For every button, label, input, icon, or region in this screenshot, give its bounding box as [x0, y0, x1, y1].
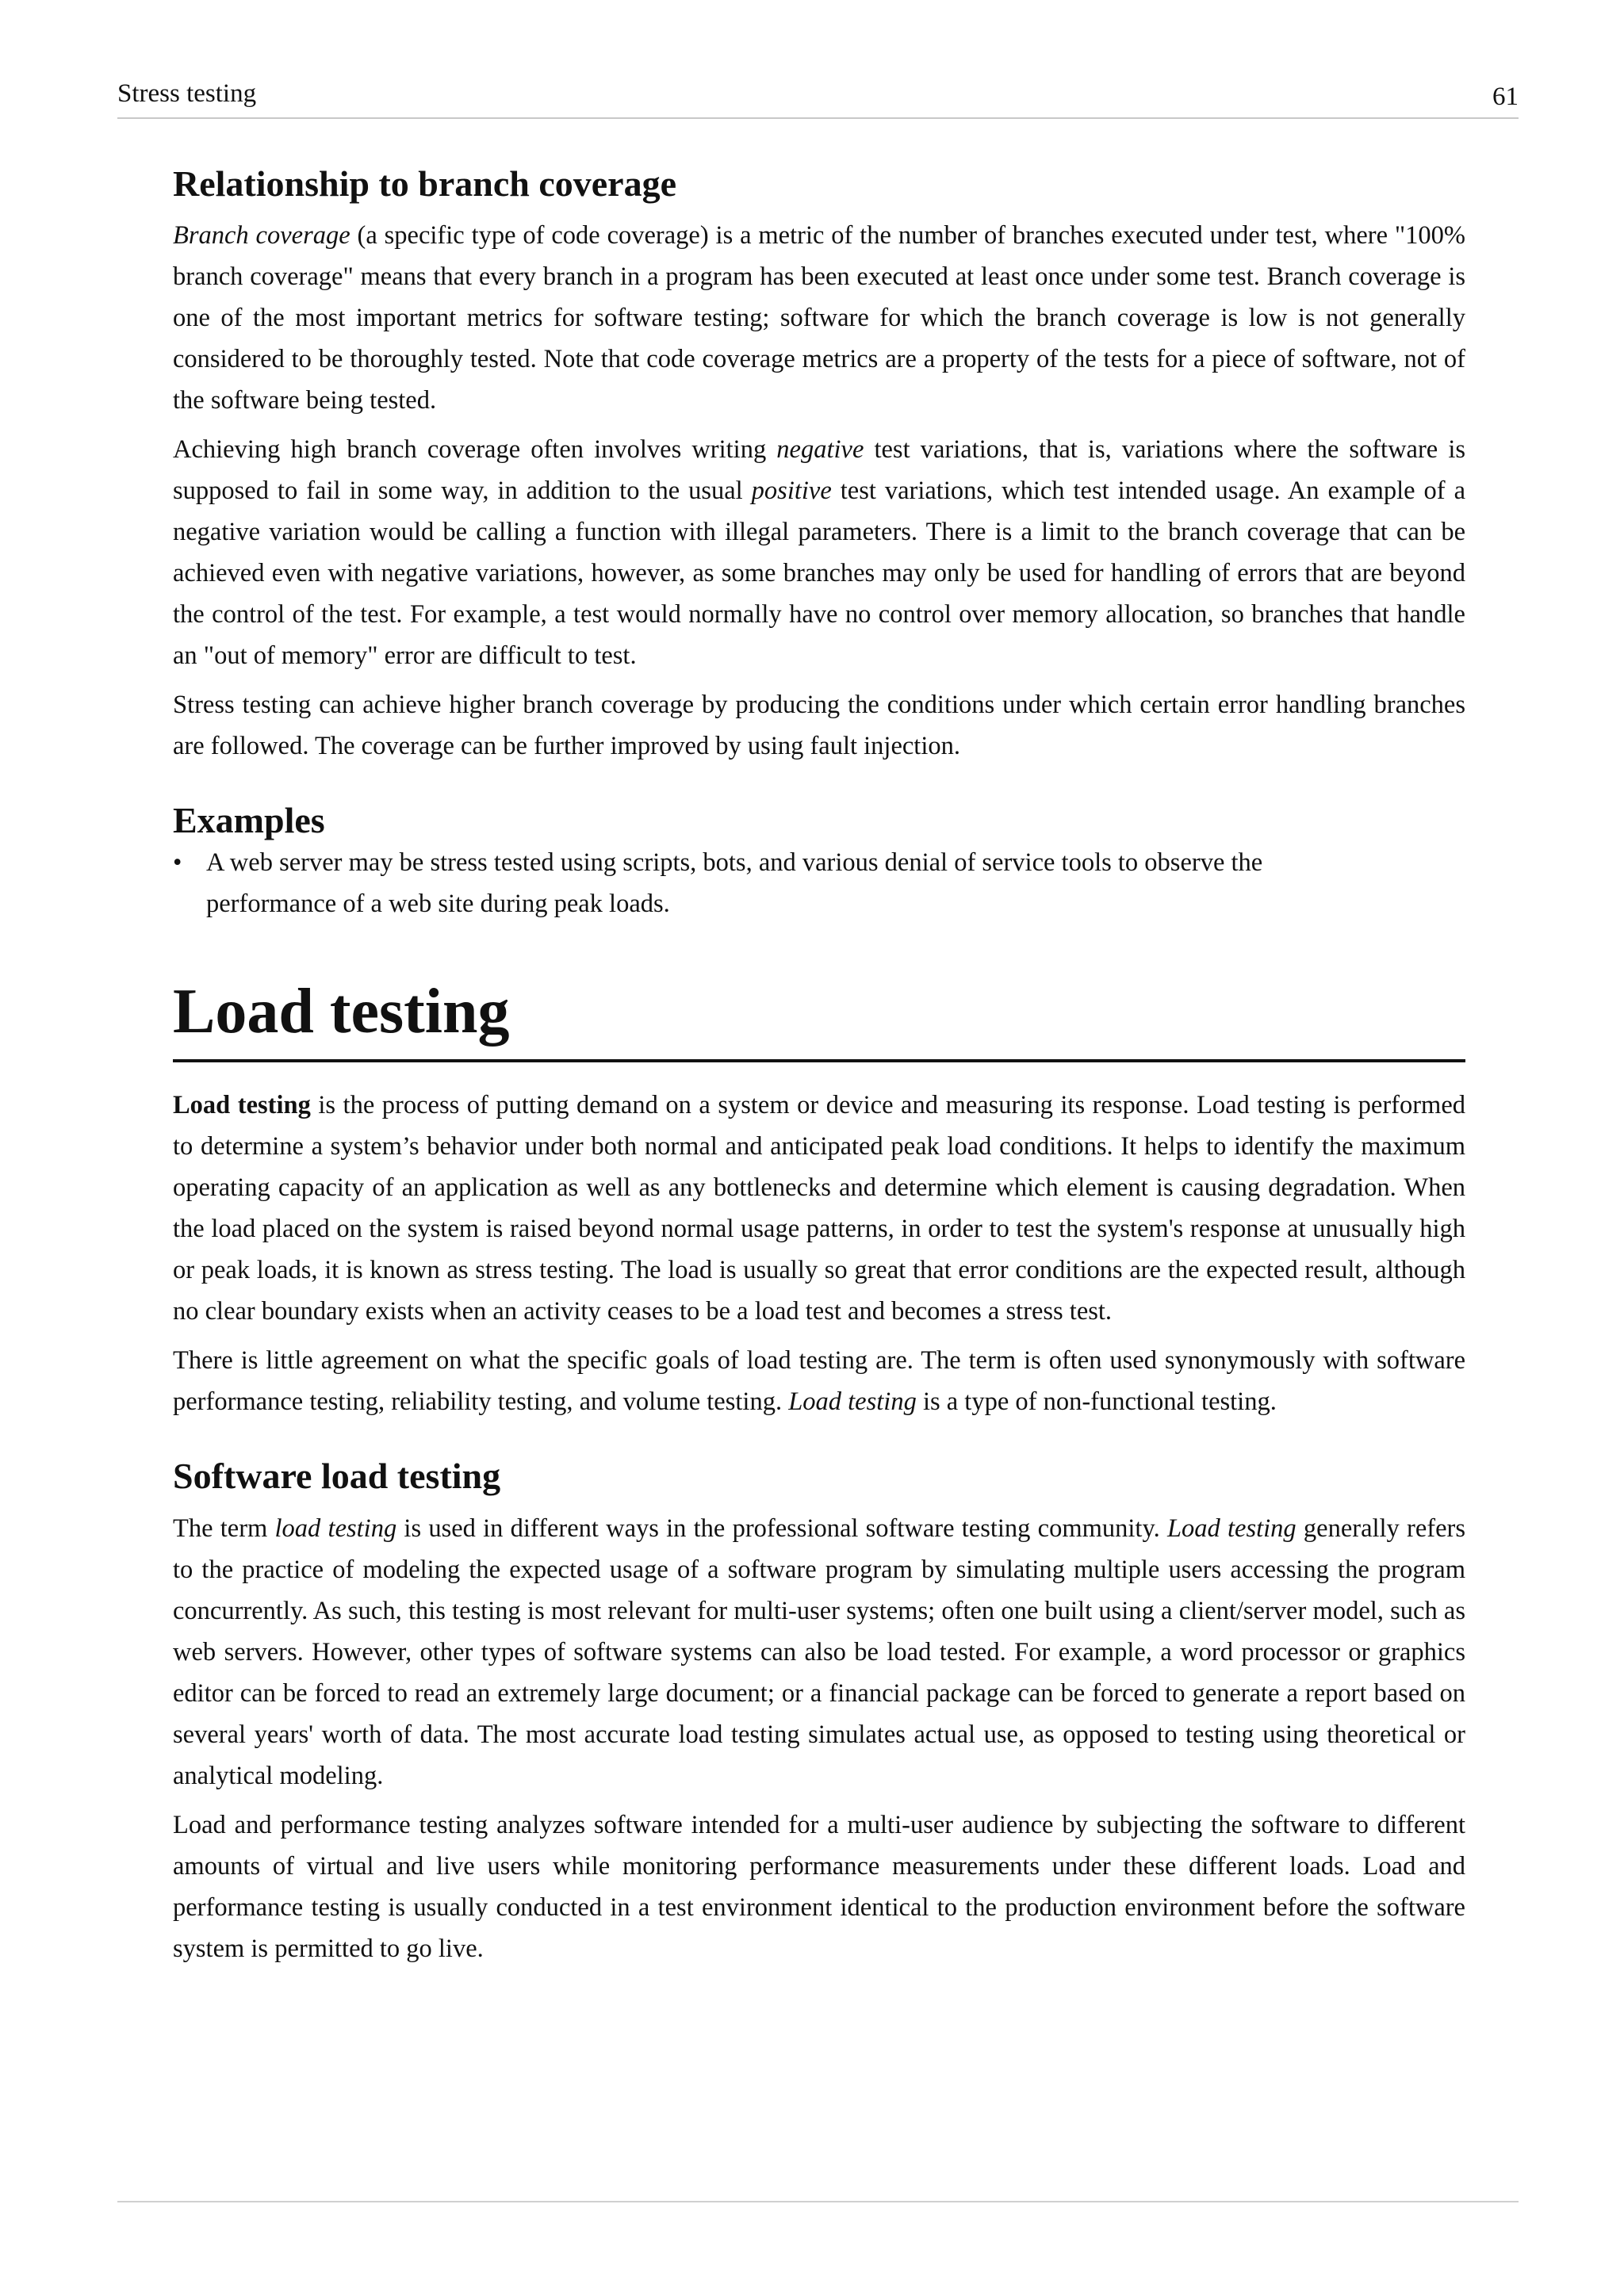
section-heading-software-load-testing: Software load testing: [173, 1456, 501, 1497]
section-heading-examples: Examples: [173, 800, 325, 841]
term-load-testing-2: Load testing: [1166, 1513, 1297, 1543]
term-negative: negative: [776, 435, 864, 465]
paragraph-load-performance-testing: Load and performance testing analyzes software intended for a multi-user audience by subjecting the software to different amounts of virtual and live users while monitoring performance measurements under these different loads. Load and performance testing is usually conducted in a test environment identical to the production environment before the software system is permitted to go live.: [173, 1810, 1465, 1963]
bullet-icon: •: [173, 848, 182, 878]
paragraph-stress-branch-coverage: Stress testing can achieve higher branch coverage by producing the conditions under which certain error handling branches are followed. The coverage can be further improved by using fault injection.: [173, 691, 1465, 761]
list-item: • A web server may be stress tested using scripts, bots, and various denial of service tools to observe the performance of a web site during peak loads.: [173, 842, 1465, 924]
chapter-title-load-testing: Load testing: [173, 975, 1465, 1062]
running-header: [117, 76, 1519, 119]
term-positive: positive: [751, 476, 832, 506]
paragraph-branch-coverage-definition: Branch coverage (a specific type of code coverage) is a metric of the number of branches executed under test, where "100% branch coverage" means that every branch in a program has been executed at least once under some test. Branch coverage is one of the most important metrics for software testing; software for which the branch coverage is low is not generally considered to be thoroughly tested. Note that code coverage metrics are a property of the tests for a piece of software, not of the software being tested.: [173, 221, 1465, 415]
running-title: Stress testing: [117, 79, 257, 108]
paragraph-load-testing-goals: There is little agreement on what the specific goals of load testing are. The term is often used synonymously with software performance testing, reliability testing, and volume testing. Load testing is a type of non-functional testing.: [173, 1346, 1465, 1417]
term-load-testing-1: load testing: [274, 1513, 397, 1543]
term-branch-coverage: Branch coverage: [173, 221, 350, 251]
term-load-testing-italic: Load testing: [788, 1387, 917, 1417]
footer-rule: [117, 2201, 1519, 2202]
page-number: 61: [1492, 82, 1519, 111]
paragraph-software-load-testing: The term load testing is used in different ways in the professional software testing community. Load testing generally refers to the practice of modeling the expected usage of a software program by simulating multiple users accessing the program concurrently. As such, this testing is most relevant for multi-user systems; often one built using a client/server model, such as web servers. However, other types of software systems can also be load tested. For example, a word processor or graphics editor can be forced to read an extremely large document; or a financial package can be forced to generate a report based on several years' worth of data. The most accurate load testing simulates actual use, as opposed to testing using theoretical or analytical modeling.: [173, 1513, 1465, 1790]
examples-list: [173, 842, 1465, 924]
paragraph-negative-variations: Achieving high branch coverage often involves writing negative test variations, that is, variations where the software is supposed to fail in some way, in addition to the usual positive test variations, which test intended usage. An example of a negative variation would be calling a function with illegal parameters. There is a limit to the branch coverage that can be achieved even with negative variations, however, as some branches may only be used for handling of errors that are beyond the control of the test. For example, a test would normally have no control over memory allocation, so branches that handle an "out of memory" error are difficult to test.: [173, 435, 1465, 671]
paragraph-load-testing-definition: Load testing is the process of putting demand on a system or device and measuring its response. Load testing is performed to determine a system’s behavior under both normal and anticipated peak load conditions. It helps to identify the maximum operating capacity of an application as well as any bottlenecks and determine which element is causing degradation. When the load placed on the system is raised beyond normal usage patterns, in order to test the system's response at unusually high or peak loads, it is known as stress testing. The load is usually so great that error conditions are the expected result, although no clear boundary exists when an activity ceases to be a load test and becomes a stress test.: [173, 1091, 1465, 1326]
term-load-testing-bold: Load testing: [173, 1091, 311, 1120]
section-heading-branch-coverage: Relationship to branch coverage: [173, 163, 677, 204]
page-content: [173, 162, 1465, 1969]
